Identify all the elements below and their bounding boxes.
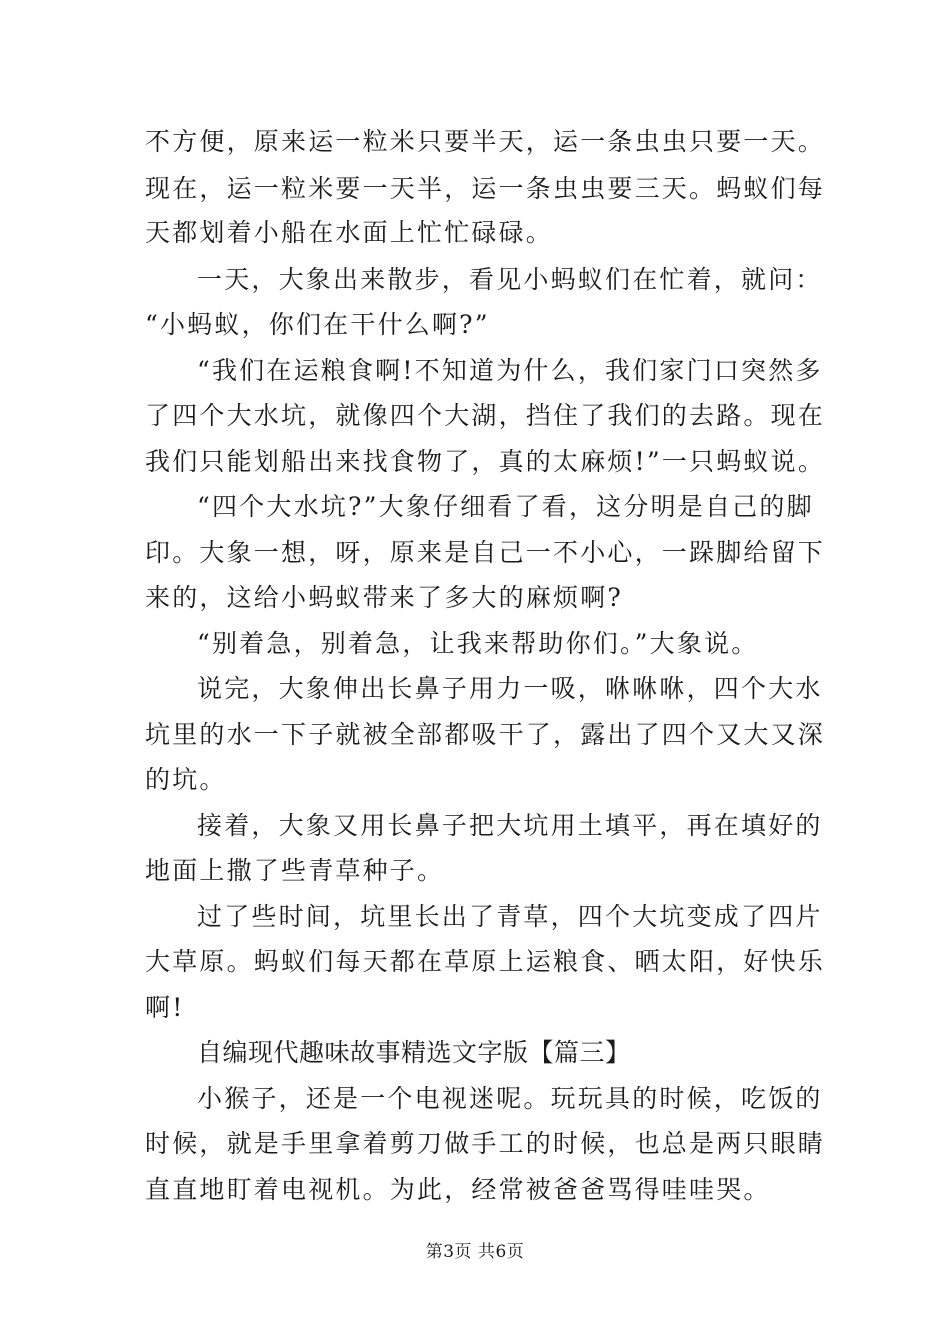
text-line: 时候，就是手里拿着剪刀做手工的时候，也总是两只眼睛 bbox=[145, 1129, 826, 1158]
text-line: 小猴子，还是一个电视迷呢。玩玩具的时候，吃饭的 bbox=[197, 1084, 823, 1113]
text-line: 的坑。 bbox=[145, 765, 227, 794]
text-line: 地面上撒了些青草种子。 bbox=[145, 856, 445, 885]
text-line: 我们只能划船出来找食物了，真的太麻烦!”一只蚂蚁说。 bbox=[145, 447, 826, 476]
text-line: 接着，大象又用长鼻子把大坑用土填平，再在填好的 bbox=[197, 811, 823, 840]
text-line: 说完，大象伸出长鼻子用力一吸，咻咻咻，四个大水 bbox=[197, 674, 823, 703]
section-heading: 自编现代趣味故事精选文字版【篇三】 bbox=[197, 1038, 631, 1067]
text-line: “别着急，别着急，让我来帮助你们。”大象说。 bbox=[197, 629, 759, 658]
text-line: 现在，运一粒米要一天半，运一条虫虫要三天。蚂蚁们每 bbox=[145, 174, 826, 203]
text-line: 了四个大水坑，就像四个大湖，挡住了我们的去路。现在 bbox=[145, 401, 826, 430]
text-line: “小蚂蚁，你们在干什么啊?” bbox=[145, 310, 490, 339]
text-line: 来的，这给小蚂蚁带来了多大的麻烦啊? bbox=[145, 583, 624, 612]
text-line: 一天，大象出来散步，看见小蚂蚁们在忙着，就问： bbox=[197, 265, 823, 294]
text-line: 不方便，原来运一粒米只要半天，运一条虫虫只要一天。 bbox=[145, 127, 826, 156]
text-line: 直直地盯着电视机。为此，经常被爸爸骂得哇哇哭。 bbox=[145, 1175, 771, 1204]
text-line: 印。大象一想，呀，原来是自己一不小心，一跺脚给留下 bbox=[145, 538, 826, 567]
text-line: 大草原。蚂蚁们每天都在草原上运粮食、晒太阳，好快乐 bbox=[145, 947, 826, 976]
text-line: 天都划着小船在水面上忙忙碌碌。 bbox=[145, 218, 554, 247]
text-line: “我们在运粮食啊!不知道为什么，我们家门口突然多 bbox=[197, 356, 823, 385]
text-line: 坑里的水一下子就被全部都吸干了，露出了四个又大又深 bbox=[145, 720, 826, 749]
text-line: 过了些时间，坑里长出了青草，四个大坑变成了四片 bbox=[197, 902, 823, 931]
page-footer: 第3页 共6页 bbox=[425, 1242, 525, 1262]
text-line: 啊! bbox=[145, 993, 185, 1022]
text-line: “四个大水坑?”大象仔细看了看，这分明是自己的脚 bbox=[197, 492, 814, 521]
